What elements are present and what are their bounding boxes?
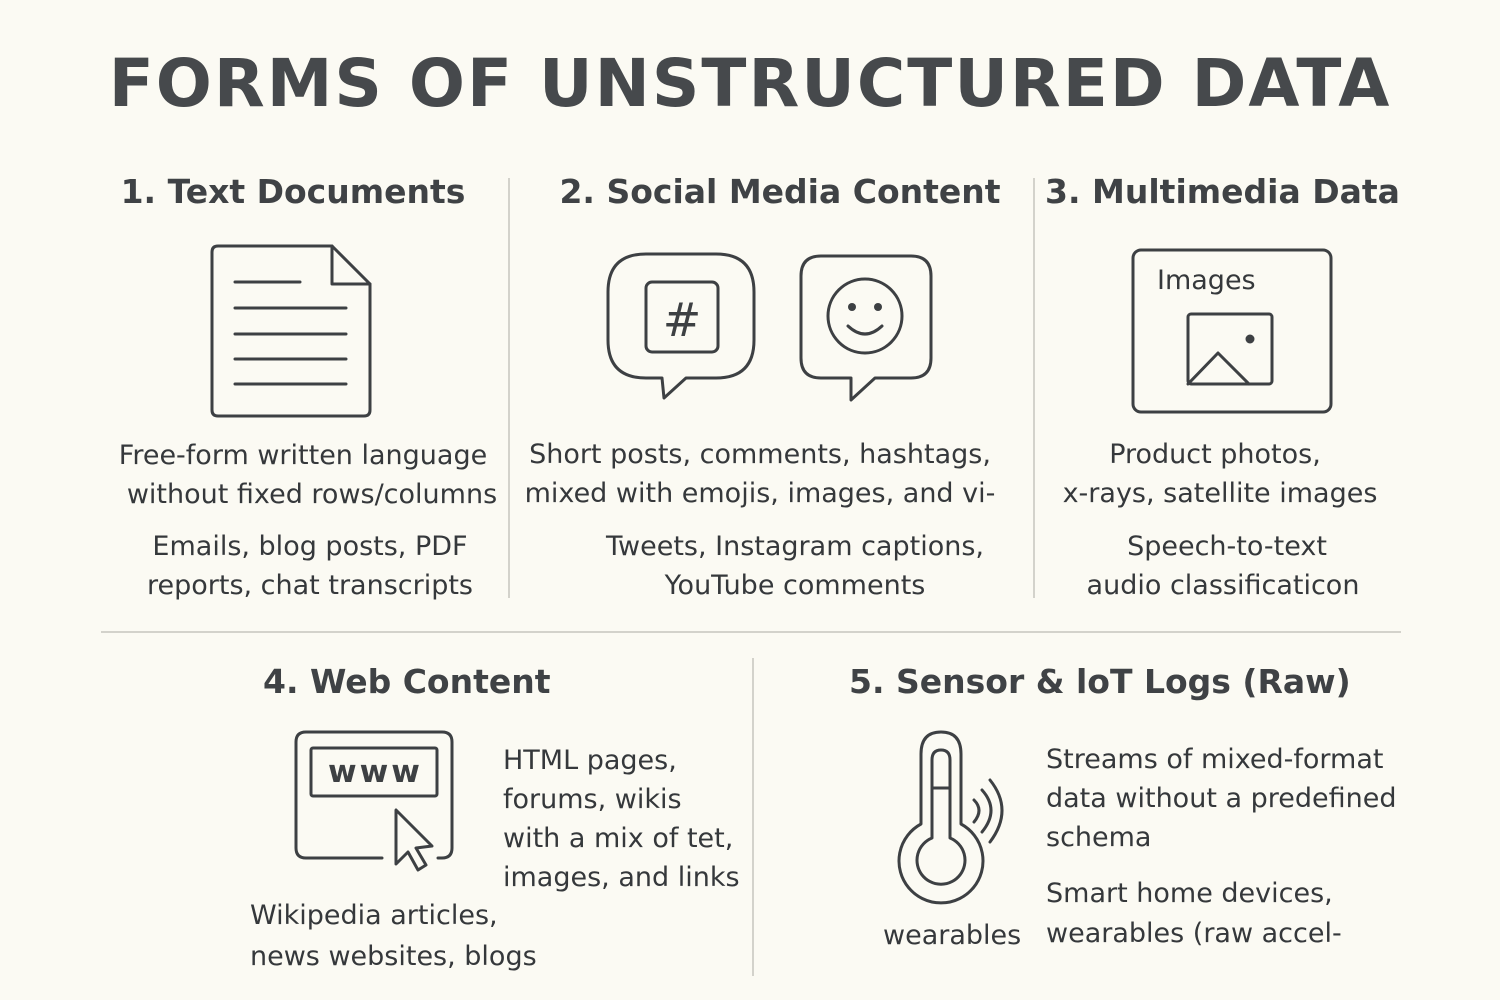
section-description [503, 741, 740, 897]
example-line: Emails, blog posts, PDF [152, 531, 468, 562]
hashtag-symbol: # [662, 293, 702, 347]
document-icon [210, 244, 372, 420]
section-description [1040, 435, 1420, 513]
section-heading: 3. Multimedia Data [1045, 172, 1400, 211]
description-line: x-rays, satellite images [1062, 478, 1378, 509]
section-description [1046, 740, 1397, 857]
browser-cursor-icon [294, 730, 456, 872]
description-line: Streams of mixed-format [1046, 744, 1384, 775]
description-line: mixed with emojis, images, and vi- [524, 478, 996, 509]
www-label: www [328, 754, 423, 790]
section-sensor-iot [770, 660, 1470, 980]
description-line: images, and links [503, 862, 740, 893]
section-web-content [240, 660, 750, 980]
hashtag-bubble-icon [606, 252, 758, 404]
image-frame-label: Images [1157, 265, 1256, 296]
example-line: news websites, blogs [250, 941, 537, 972]
section-examples [1046, 874, 1342, 953]
icon-caption: wearables [883, 920, 1022, 951]
description-line: data without a predefined [1046, 783, 1397, 814]
description-line: without fixed rows/columns [126, 479, 498, 510]
section-examples [100, 527, 520, 605]
section-examples [1040, 527, 1420, 605]
section-heading: 2. Social Media Content [559, 172, 1001, 211]
example-line: Wikipedia articles, [250, 900, 498, 931]
section-examples [520, 527, 1070, 605]
description-line: forums, wikis [503, 784, 682, 815]
section-text-documents [100, 170, 500, 610]
example-line: Speech-to-text [1127, 531, 1327, 562]
description-line: schema [1046, 822, 1152, 853]
example-line: audio classificaticon [1086, 570, 1360, 601]
section-heading: 4. Web Content [263, 662, 551, 701]
thermometer-signal-icon [896, 730, 1016, 900]
row-divider [101, 631, 1401, 633]
column-divider-3 [752, 658, 754, 976]
example-line: YouTube comments [664, 570, 926, 601]
description-line: HTML pages, [503, 745, 677, 776]
section-multimedia [1040, 170, 1420, 610]
page-title: FORMS OF UNSTRUCTURED DATA [108, 45, 1392, 122]
section-description [520, 435, 1040, 513]
description-line: with a mix of tet, [503, 823, 734, 854]
section-heading: 1. Text Documents [120, 172, 466, 211]
section-social-media [520, 170, 1030, 610]
example-line: Tweets, Instagram captions, [606, 531, 984, 562]
description-line: Free-form written language [118, 440, 488, 471]
section-heading: 5. Sensor & loT Logs (Raw) [849, 662, 1351, 701]
description-line: Short posts, comments, hashtags, [529, 439, 991, 470]
smiley-bubble-icon [799, 254, 935, 404]
section-description [100, 436, 520, 514]
description-line: Product photos, [1109, 439, 1321, 470]
section-examples [250, 896, 537, 976]
example-line: wearables (raw accel- [1046, 918, 1342, 949]
example-line: reports, chat transcripts [146, 570, 474, 601]
example-line: Smart home devices, [1046, 878, 1333, 909]
